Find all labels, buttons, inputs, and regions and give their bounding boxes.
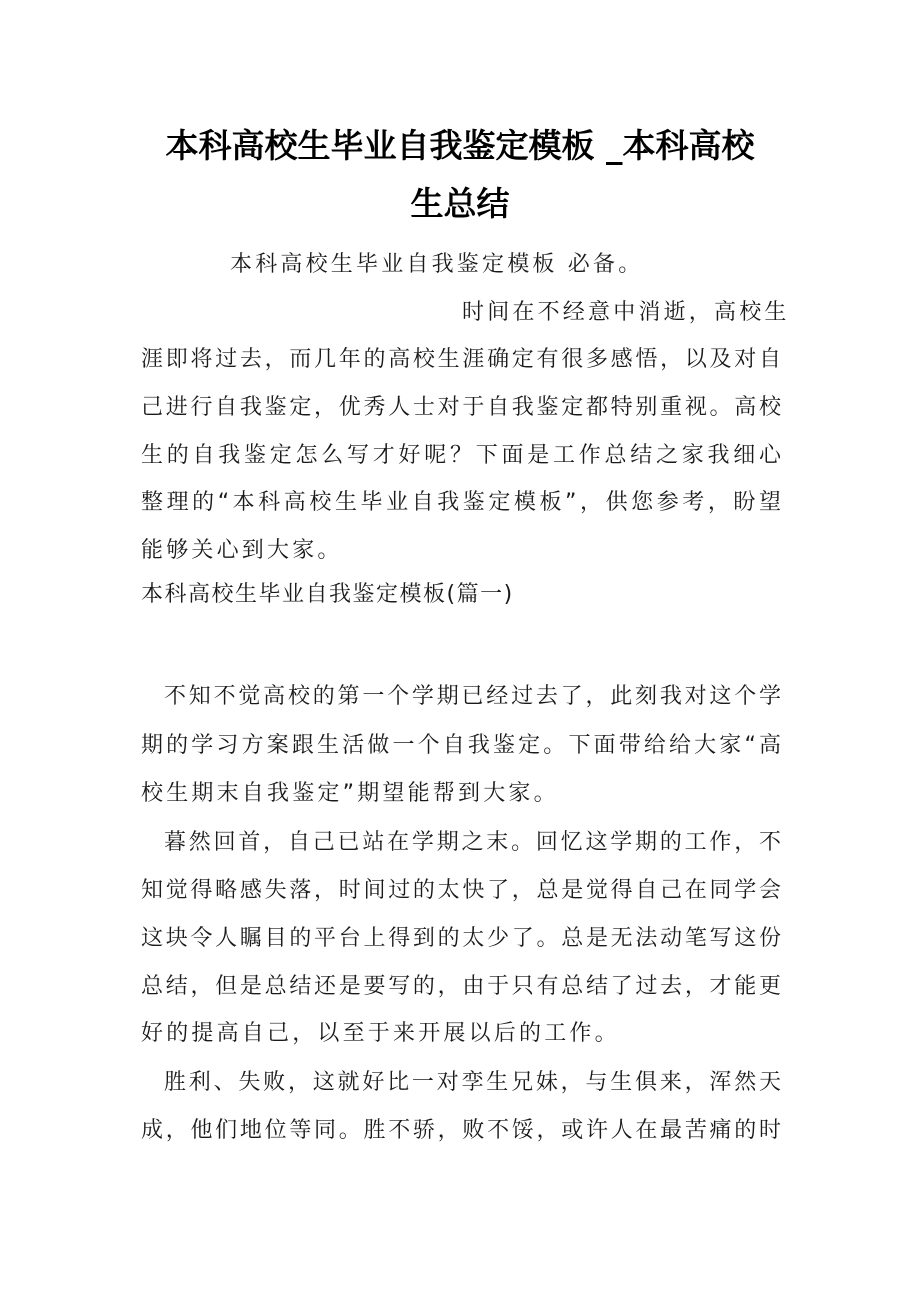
intro-line-6: 能够关心到大家。	[141, 538, 343, 563]
paragraph-2-line-4: 总结，但是总结还是要写的，由于只有总结了过去，才能更	[141, 974, 781, 999]
intro-line-4: 生的自我鉴定怎么写才好呢？下面是工作总结之家我细心	[141, 443, 781, 468]
document-title-line-1: 本科高校生毕业自我鉴定模板 _本科高校	[165, 126, 755, 165]
section-heading: 本科高校生毕业自我鉴定模板(篇一)	[141, 582, 514, 607]
paragraph-2-line-5: 好的提高自己，以至于来开展以后的工作。	[141, 1021, 620, 1046]
document-subtitle: 本科高校生毕业自我鉴定模板 必备。	[230, 252, 644, 277]
paragraph-1-line-3: 校生期末自我鉴定”期望能帮到大家。	[141, 781, 559, 806]
intro-line-3: 己进行自我鉴定，优秀人士对于自我鉴定都特别重视。高校	[141, 395, 781, 420]
paragraph-3-line-2: 成，他们地位等同。胜不骄，败不馁，或许人在最苦痛的时	[141, 1118, 781, 1143]
paragraph-3-line-1: 胜利、失败，这就好比一对孪生兄妹，与生俱来，浑然天	[164, 1070, 781, 1095]
paragraph-1-line-1: 不知不觉高校的第一个学期已经过去了，此刻我对这个学	[164, 684, 781, 709]
intro-line-1: 时间在不经意中消逝，高校生	[462, 300, 790, 325]
paragraph-2-line-3: 这块令人瞩目的平台上得到的太少了。总是无法动笔写这份	[141, 926, 781, 951]
paragraph-1-line-2: 期的学习方案跟生活做一个自我鉴定。下面带给给大家“高	[141, 733, 781, 758]
intro-line-2: 涯即将过去，而几年的高校生涯确定有很多感悟，以及对自	[141, 347, 781, 372]
paragraph-2-line-2: 知觉得略感失落，时间过的太快了，总是觉得自己在同学会	[141, 878, 781, 903]
intro-line-5: 整理的“本科高校生毕业自我鉴定模板”，供您参考，盼望	[141, 490, 781, 515]
paragraph-2-line-1: 暮然回首，自己已站在学期之末。回忆这学期的工作，不	[164, 830, 781, 855]
document-title-line-2: 生总结	[410, 184, 510, 223]
